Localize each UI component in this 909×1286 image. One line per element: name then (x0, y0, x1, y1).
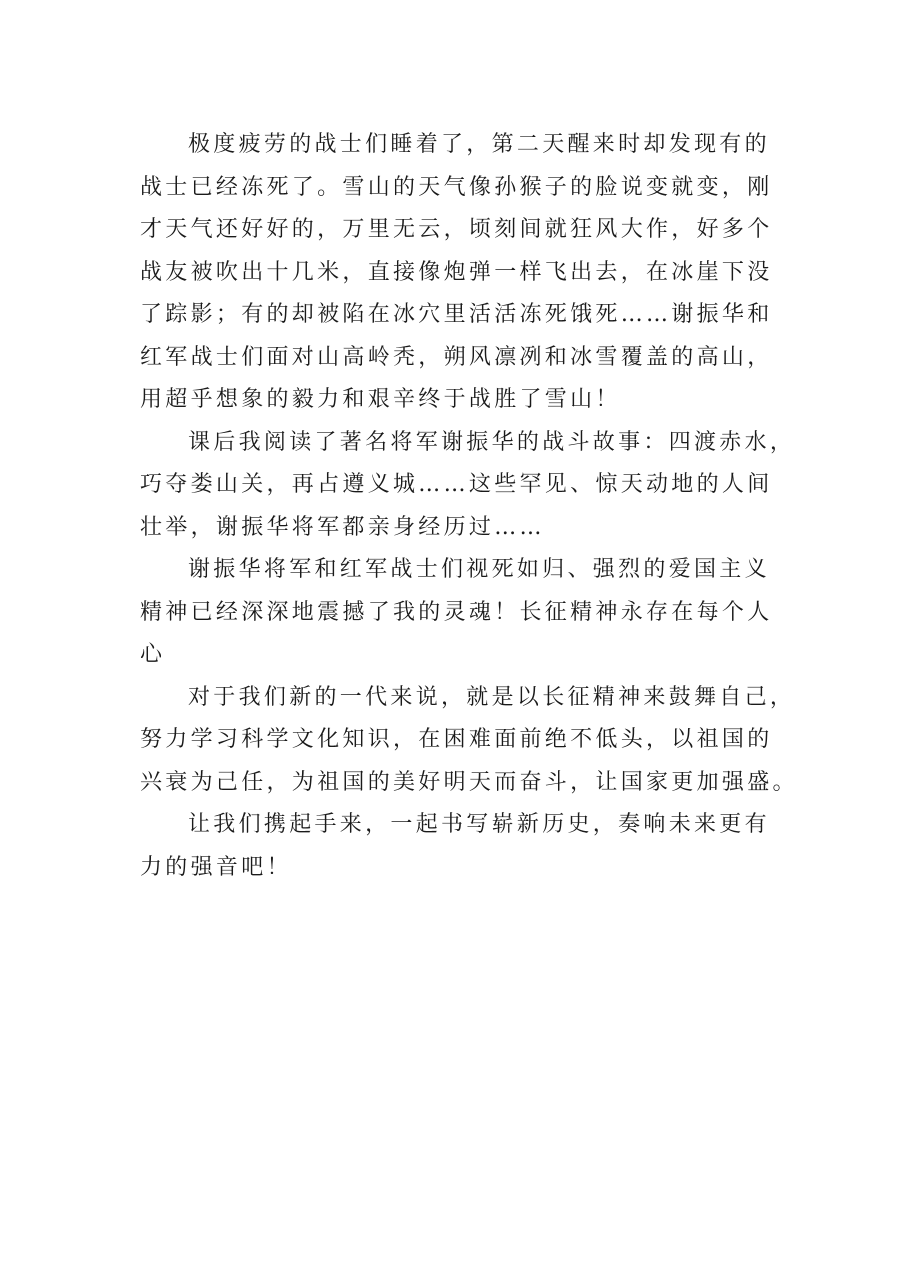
text-line: 了踪影；有的却被陷在冰穴里活活冻死饿死……谢振华和 (140, 302, 773, 327)
text-line: 课后我阅读了著名将军谢振华的战斗故事：四渡赤水， (188, 429, 796, 455)
text-line: 战友被吹出十几米，直接像炮弹一样飞出去，在冰崖下没 (140, 259, 773, 285)
text-line: 用超乎想象的毅力和艰辛终于战胜了雪山！ (140, 387, 621, 412)
text-line: 精神已经深深地震撼了我的灵魂！长征精神永存在每个人 (140, 599, 773, 625)
text-line: 让我们携起手来，一起书写崭新历史，奏响未来更有 (188, 812, 770, 837)
paragraph-4 (140, 677, 798, 805)
text-line: 红军战士们面对山高岭秃，朔风凛冽和冰雪覆盖的高山， (140, 344, 773, 370)
document-body (140, 124, 798, 889)
text-line: 心 (140, 642, 166, 667)
paragraph-5 (140, 804, 780, 889)
text-line: 巧夺娄山关，再占遵义城……这些罕见、惊天动地的人间 (140, 472, 773, 497)
text-line: 极度疲劳的战士们睡着了，第二天醒来时却发现有的 (188, 132, 770, 157)
text-line: 力的强音吧！ (140, 854, 292, 880)
paragraph-1 (140, 124, 780, 422)
text-line: 战士已经冻死了。雪山的天气像孙猴子的脸说变就变，刚 (140, 174, 773, 200)
text-line: 才天气还好好的，万里无云，顷刻间就狂风大作，好多个 (140, 217, 773, 242)
paragraph-3 (140, 549, 780, 677)
text-line: 努力学习科学文化知识，在困难面前绝不低头，以祖国的 (140, 727, 773, 752)
text-line: 对于我们新的一代来说，就是以长征精神来鼓舞自己， (188, 684, 796, 710)
text-line: 谢振华将军和红军战士们视死如归、强烈的爱国主义 (188, 557, 770, 582)
text-line: 兴衰为己任，为祖国的美好明天而奋斗，让国家更加强盛。 (140, 769, 798, 795)
text-line: 壮举，谢振华将军都亲身经历过…… (140, 514, 545, 540)
paragraph-2 (140, 422, 796, 550)
